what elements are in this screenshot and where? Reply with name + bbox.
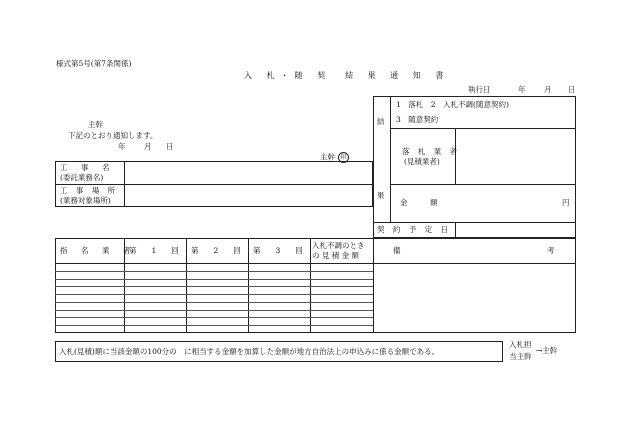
signer-title: 主幹 (320, 152, 335, 162)
project-location-label: 工 事 場 所 (60, 186, 119, 195)
table-row-line (55, 286, 373, 287)
table-row-line (55, 317, 373, 318)
result-label-top: 結 (377, 117, 385, 126)
header-round-2: 第 2 回 (191, 246, 241, 255)
table-row-line (55, 302, 373, 303)
routing-arrow: →主幹 (536, 346, 558, 355)
amount-label: 金 額 (400, 198, 438, 207)
table-row-line (55, 279, 373, 280)
header-round-3: 第 3 回 (253, 246, 303, 255)
contract-date-label: 契 約 予 定 日 (377, 225, 452, 234)
header-remarks-2: 考 (547, 246, 555, 255)
table-row-line (55, 271, 373, 272)
header-remarks-1: 備 (393, 246, 401, 255)
project-name-sub: (委託業務名) (60, 173, 104, 182)
notice-date-year: 年 (118, 142, 126, 151)
table-row-line (55, 294, 373, 295)
notice-date-day: 日 (166, 142, 174, 151)
winner-sub: (見積業者) (404, 157, 440, 166)
result-option-1-2: 1 落札 2 入札不調(随意契約) (396, 100, 509, 109)
seal-icon: 印 (338, 152, 349, 163)
header-failed-bid-1: 入札不調のとき (312, 241, 365, 250)
result-label-bottom: 果 (377, 191, 385, 200)
routing-line-2: 当主幹 (509, 352, 532, 361)
form-number: 様式第5号(第7条関係) (56, 59, 132, 68)
result-option-3: 3 随意契約 (396, 115, 439, 124)
winner-label: 落 札 業 者 (402, 147, 461, 156)
header-round-1: 第 1 回 (129, 246, 179, 255)
project-location-sub: (業務対象場所) (60, 196, 111, 205)
table-row-line (55, 310, 373, 311)
footnote-text: 入札(見積)額に当該金額の100分の に相当する金額を加算した金額が地方自治法上の申込みに係る金額である。 (59, 347, 440, 356)
recipient-shukan: 主幹 (88, 120, 103, 129)
routing-line-1: 入札担 (509, 340, 532, 349)
exec-date-label: 執行日 (468, 85, 491, 94)
project-name-label: 工 事 名 (60, 163, 113, 172)
table-row-line (55, 325, 373, 326)
document-title: 入 札・随 契 結 果 通 知 書 (244, 71, 450, 80)
exec-date-day: 日 (568, 85, 576, 94)
notice-date-month: 月 (144, 142, 152, 151)
amount-unit: 円 (562, 198, 570, 207)
exec-date-year: 年 (518, 85, 526, 94)
exec-date-month: 月 (544, 85, 552, 94)
notice-text: 下記のとおり通知します。 (68, 131, 158, 140)
header-bidders: 指 名 業 者 (60, 246, 134, 255)
header-failed-bid-2: の 見 積 金 額 (312, 251, 360, 260)
